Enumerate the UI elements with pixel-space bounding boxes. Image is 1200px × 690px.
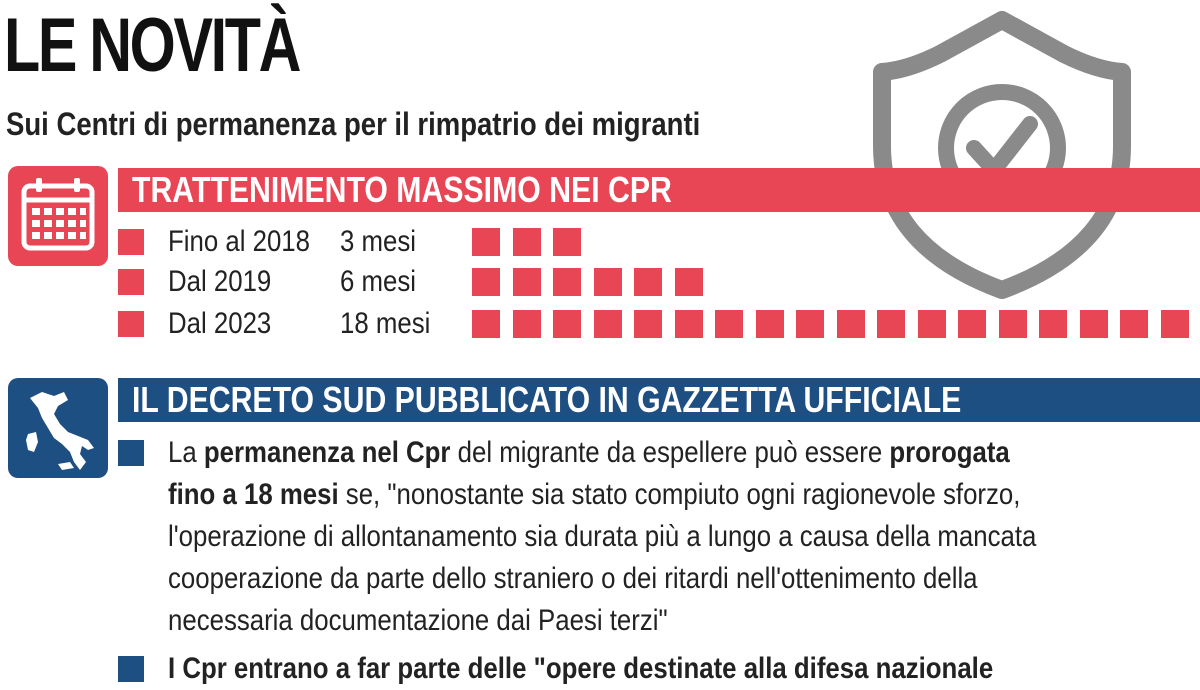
- row-period: Dal 2019: [168, 265, 272, 298]
- month-square: [594, 268, 622, 296]
- month-square: [796, 310, 824, 338]
- decree-heading: IL DECRETO SUD PUBBLICATO IN GAZZETTA UFFICIALE: [132, 379, 962, 420]
- italy-icon-box: [8, 378, 108, 478]
- row-bullet: [118, 269, 144, 295]
- page-title: LE NOVITÀ: [4, 3, 300, 88]
- month-square: [472, 228, 500, 256]
- month-square: [513, 310, 541, 338]
- month-square: [553, 228, 581, 256]
- shield-check-icon: [870, 6, 1135, 301]
- calendar-icon-box: [8, 166, 108, 266]
- month-square: [999, 310, 1027, 338]
- item-text: I Cpr entrano a far parte delle "opere destinate alla difesa nazionale: [168, 652, 994, 685]
- month-square: [675, 268, 703, 296]
- month-square: [918, 310, 946, 338]
- row-duration: 3 mesi: [340, 225, 416, 258]
- month-square: [756, 310, 784, 338]
- month-square: [675, 310, 703, 338]
- page-subtitle: Sui Centri di permanenza per il rimpatrio dei migranti: [6, 106, 701, 142]
- month-square: [472, 268, 500, 296]
- month-square: [1039, 310, 1067, 338]
- month-square: [634, 310, 662, 338]
- row-period: Fino al 2018: [168, 225, 311, 258]
- month-square: [553, 268, 581, 296]
- month-square: [634, 268, 662, 296]
- row-bullet: [118, 229, 144, 255]
- item-text: La permanenza nel Cpr del migrante da espellere può essere prorogata fino a 18 mesi se, "nonostante sia stato compiuto ogni ragionevole sforzo, l'operazione di allontanamento sia durata più a lungo a causa della mancata cooperazione da parte dello straniero o dei ritardi nell'ottenimento della necessaria documentazione dai Paesi terzi": [168, 436, 1037, 637]
- detention-heading-bar: [118, 168, 1200, 212]
- month-square: [1120, 310, 1148, 338]
- month-square: [472, 310, 500, 338]
- italy-map-icon: [8, 378, 108, 478]
- month-square: [553, 310, 581, 338]
- month-square: [958, 310, 986, 338]
- item-bullet: [118, 656, 144, 682]
- month-square: [513, 268, 541, 296]
- decree-heading-bar: [118, 378, 1200, 422]
- row-bullet: [118, 311, 144, 337]
- month-square: [513, 228, 541, 256]
- row-duration: 18 mesi: [340, 307, 431, 340]
- item-bullet: [118, 440, 144, 466]
- row-duration: 6 mesi: [340, 265, 416, 298]
- month-square: [837, 310, 865, 338]
- month-square: [594, 310, 622, 338]
- month-square: [877, 310, 905, 338]
- row-period: Dal 2023: [168, 307, 272, 340]
- month-square: [1080, 310, 1108, 338]
- month-square: [1161, 310, 1189, 338]
- detention-heading: TRATTENIMENTO MASSIMO NEI CPR: [132, 169, 672, 210]
- month-square: [715, 310, 743, 338]
- calendar-icon: [8, 166, 108, 266]
